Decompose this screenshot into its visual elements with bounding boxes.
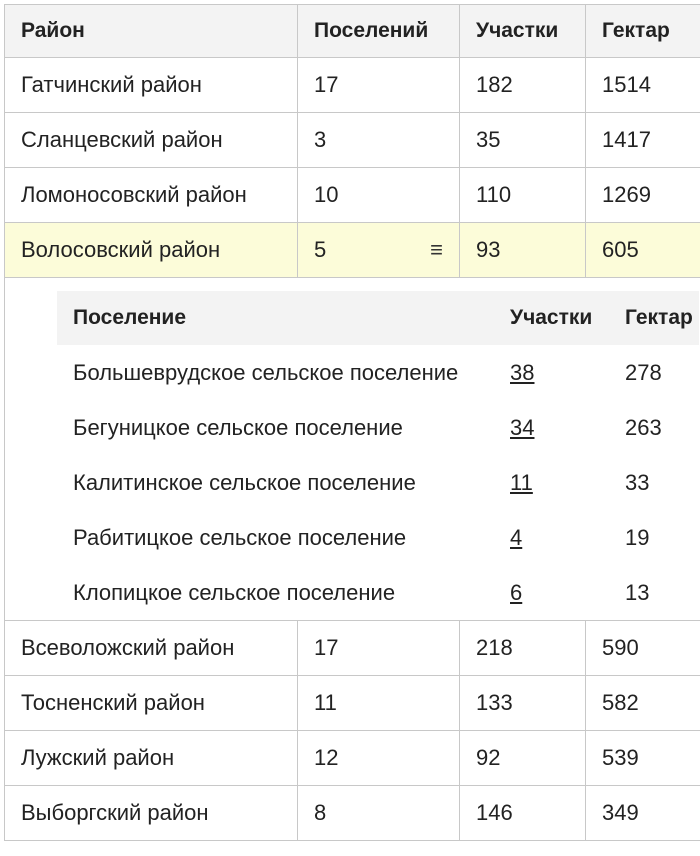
settlements-count: 10 (298, 168, 460, 223)
column-header-hectares[interactable]: Гектар (586, 5, 700, 58)
plots-link-cell (494, 510, 609, 565)
subtable-row-item (57, 345, 699, 400)
plots-count: 92 (460, 731, 586, 786)
settlement-name: Клопицкое сельское поселение (73, 579, 396, 605)
districts-table (4, 4, 700, 841)
subtable-row-item (57, 565, 699, 620)
district-name: Лужский район (5, 731, 298, 786)
column-header-district[interactable]: Район (5, 5, 298, 58)
plots-link-cell (494, 455, 609, 510)
district-name: Выборгский район (5, 786, 298, 841)
settlements-count: 8 (298, 786, 460, 841)
district-name: Волосовский район (5, 223, 298, 278)
hectares-value: 13 (625, 579, 650, 605)
subtable-row (5, 278, 700, 621)
plots-link-cell (494, 565, 609, 620)
settlement-name: Бегуницкое сельское поселение (73, 414, 403, 440)
hectares-value: 263 (625, 414, 662, 440)
plots-link-cell (494, 345, 609, 400)
table-row-expanded[interactable] (5, 223, 700, 278)
settlements-subtable (57, 291, 699, 620)
settlements-count: 5 (314, 237, 327, 262)
subtable-header-plots: Участки (494, 291, 609, 345)
plots-link[interactable]: 4 (510, 524, 523, 550)
table-row[interactable] (5, 731, 700, 786)
subtable-header-row (57, 291, 699, 345)
hectares-value: 33 (625, 469, 650, 495)
subtable-container (5, 278, 700, 621)
plots-link[interactable]: 38 (510, 359, 535, 385)
table-row[interactable] (5, 168, 700, 223)
subtable-header-hectares: Гектар (609, 291, 699, 345)
menu-icon[interactable]: ≡ (430, 237, 443, 262)
plots-count: 146 (460, 786, 586, 841)
settlements-cell (298, 223, 460, 278)
header-row (5, 5, 700, 58)
column-header-plots[interactable]: Участки (460, 5, 586, 58)
hectares-value: 349 (586, 786, 700, 841)
table-row[interactable] (5, 113, 700, 168)
plots-count: 110 (460, 168, 586, 223)
settlement-name: Калитинское сельское поселение (73, 469, 416, 495)
district-name: Тосненский район (5, 676, 298, 731)
plots-link-cell (494, 400, 609, 455)
district-name: Гатчинский район (5, 58, 298, 113)
subtable-row-item (57, 455, 699, 510)
settlements-count: 17 (298, 58, 460, 113)
plots-count: 218 (460, 621, 586, 676)
settlements-count: 17 (298, 621, 460, 676)
table-row[interactable] (5, 621, 700, 676)
hectares-value: 582 (586, 676, 700, 731)
district-name: Всеволожский район (5, 621, 298, 676)
hectares-value: 1269 (586, 168, 700, 223)
table-row[interactable] (5, 676, 700, 731)
settlement-name: Рабитицкое сельское поселение (73, 524, 407, 550)
column-header-settlements[interactable]: Поселений (298, 5, 460, 58)
district-name: Ломоносовский район (5, 168, 298, 223)
hectares-value: 605 (586, 223, 700, 278)
district-name: Сланцевский район (5, 113, 298, 168)
hectares-value: 19 (625, 524, 650, 550)
hectares-value: 278 (625, 359, 662, 385)
settlements-count: 11 (298, 676, 460, 731)
plots-link[interactable]: 6 (510, 579, 523, 605)
plots-link[interactable]: 34 (510, 414, 535, 440)
hectares-value: 539 (586, 731, 700, 786)
settlement-name: Большеврудское сельское поселение (73, 359, 459, 385)
hectares-value: 590 (586, 621, 700, 676)
subtable-row-item (57, 400, 699, 455)
settlements-count: 12 (298, 731, 460, 786)
plots-count: 182 (460, 58, 586, 113)
hectares-value: 1514 (586, 58, 700, 113)
plots-link[interactable]: 11 (510, 469, 533, 495)
subtable-header-settlement: Поселение (57, 291, 494, 345)
plots-count: 93 (460, 223, 586, 278)
plots-count: 133 (460, 676, 586, 731)
subtable-row-item (57, 510, 699, 565)
table-row[interactable] (5, 786, 700, 841)
settlements-count: 3 (298, 113, 460, 168)
table-row[interactable] (5, 58, 700, 113)
hectares-value: 1417 (586, 113, 700, 168)
plots-count: 35 (460, 113, 586, 168)
